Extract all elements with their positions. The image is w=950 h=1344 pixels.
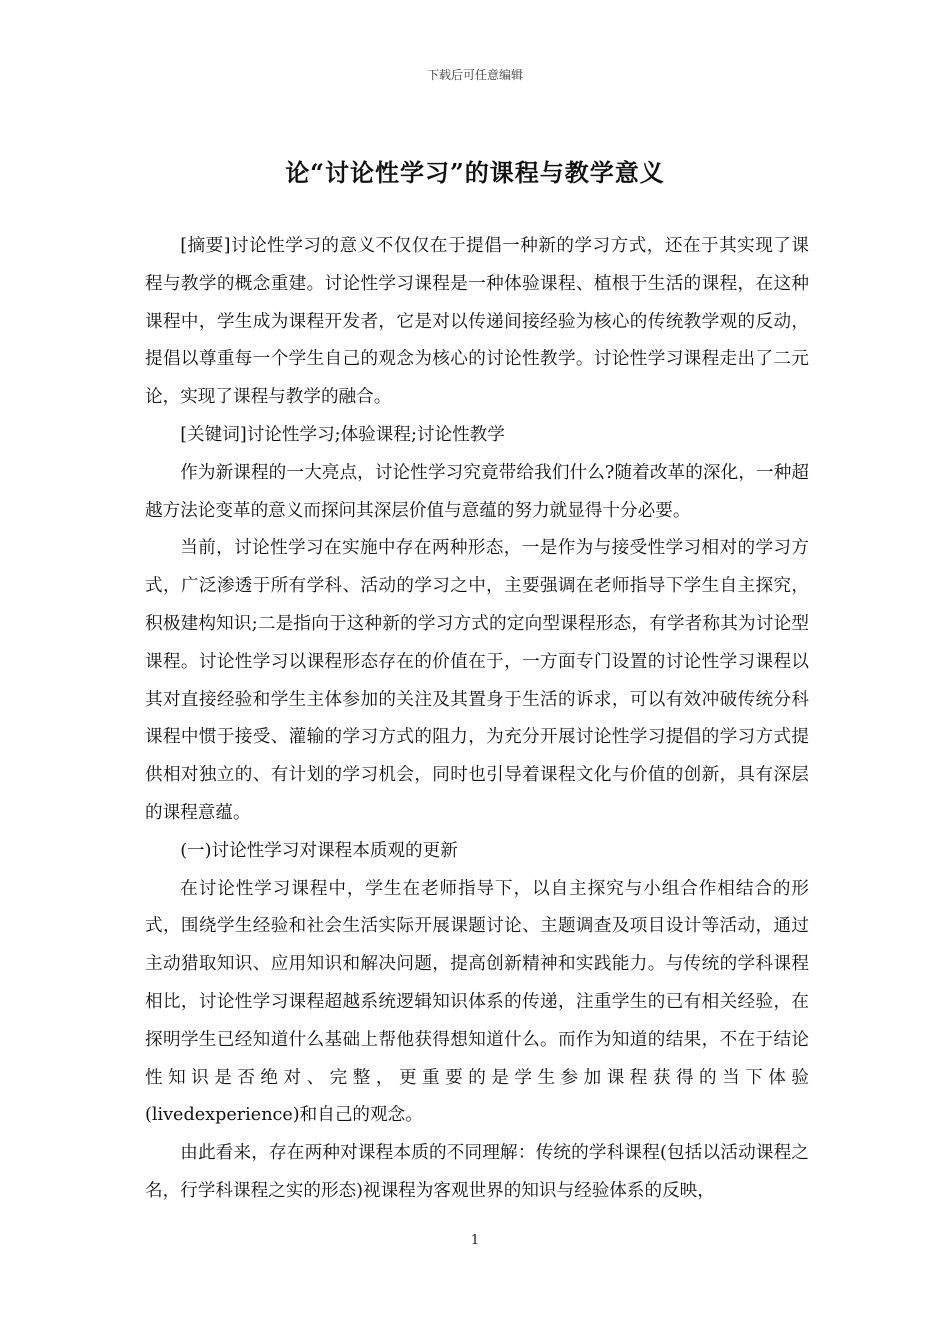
keywords-paragraph: [关键词]讨论性学习;体验课程;讨论性教学 — [180, 424, 505, 445]
section-heading: (一)讨论性学习对课程本质观的更新 — [180, 840, 458, 861]
document-title: 论“讨论性学习”的课程与教学意义 — [285, 158, 665, 187]
body-paragraph: 在讨论性学习课程中，学生在老师指导下，以自主探究与小组合作相结合的形式，围绕学生经验和社会生活实际开展课题讨论、主题调查及项目设计等活动，通过主动猎取知识、应用知识和解决问题，提高创新精神和实践能力。与传统的学科课程相比，讨论性学习课程超越系统逻辑知识体系的传递，注重学生的已有相关经验，在探明学生已经知道什么基础上帮他获得想知道什么。而作为知道的结果，不在于结论性知识是否绝对、完整，更重要的是学生参加课程获得的当下体验(livedexperience)和自己的观念。 — [145, 878, 809, 1126]
body-paragraph: 作为新课程的一大亮点，讨论性学习究竟带给我们什么?随着改革的深化，一种超越方法论变革的意义而探问其深层价值与意蕴的努力就显得十分必要。 — [145, 462, 809, 521]
abstract-paragraph: [摘要]讨论性学习的意义不仅仅在于提倡一种新的学习方式，还在于其实现了课程与教学的概念重建。讨论性学习课程是一种体验课程、植根于生活的课程，在这种课程中，学生成为课程开发者，它是对以传递间接经验为核心的传统教学观的反动，提倡以尊重每一个学生自己的观念为核心的讨论性教学。讨论性学习课程走出了二元论，实现了课程与教学的融合。 — [145, 236, 809, 408]
document-body — [145, 228, 809, 1211]
body-paragraph: 由此看来，存在两种对课程本质的不同理解：传统的学科课程(包括以活动课程之名，行学科课程之实的形态)视课程为客观世界的知识与经验体系的反映， — [145, 1143, 809, 1201]
header-note: 下载后可任意编辑 — [426, 68, 523, 82]
page-number: 1 — [470, 1233, 480, 1248]
body-paragraph: 当前，讨论性学习在实施中存在两种形态，一是作为与接受性学习相对的学习方式，广泛渗透于所有学科、活动的学习之中，主要强调在老师指导下学生自主探究，积极建构知识;二是指向于这种新的学习方式的定向型课程形态，有学者称其为讨论型课程。讨论性学习以课程形态存在的价值在于，一方面专门设置的讨论性学习课程以其对直接经验和学生主体参加的关注及其置身于生活的诉求，可以有效冲破传统分科课程中惯于接受、灌输的学习方式的阻力，为充分开展讨论性学习提倡的学习方式提供相对独立的、有计划的学习机会，同时也引导着课程文化与价值的创新，具有深层的课程意蕴。 — [145, 538, 809, 823]
